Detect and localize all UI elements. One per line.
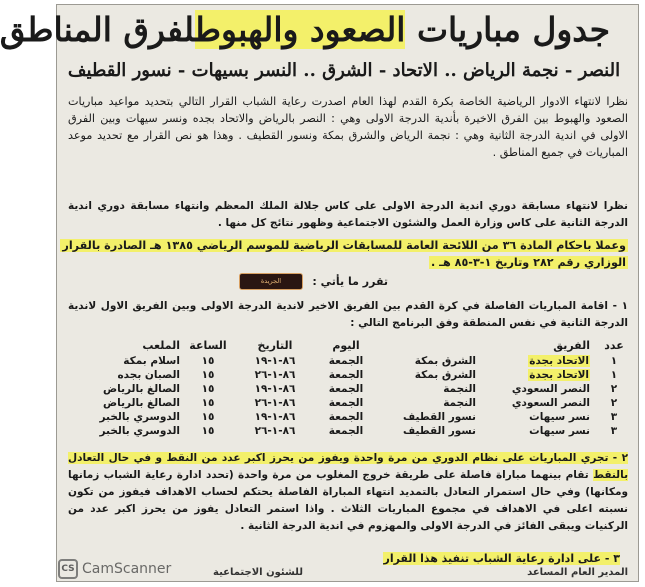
row-stadium: الصالغ بالرياض	[103, 383, 180, 395]
headline-part2: لفرق المناطق	[0, 10, 195, 49]
article-1-paragraph: ١ - اقامة المباريات الفاصلة في كرة القدم بين الفريق الاخير لاندية الدرجة الاولى وبين الفريق الاول لاندية الدرجة الثانية في نفس المنطقة وفق البرنامج التالي :	[68, 300, 628, 329]
regulation-line-1: وعملا باحكام المادة ٣٦ من اللائحة العامة للمسابقات الرياضية للموسم الرياضي ١٣٨٥ هـ الصادرة بالقرار	[62, 239, 626, 252]
row-date: ٨٦-١-١٩	[254, 355, 296, 367]
table-row	[66, 425, 626, 439]
row-number: ٢	[610, 383, 618, 395]
row-date: ٨٦-١-١٩	[254, 411, 296, 423]
camscanner-logo-icon: CS	[58, 559, 78, 579]
row-team: النصر السعودي	[511, 397, 590, 409]
signature-left: للشئون الاجتماعية	[213, 567, 303, 578]
article-3-paragraph: ٣ - على ادارة رعاية الشباب تنفيذ هذا القرار	[383, 552, 620, 565]
row-opponent: نسور القطيف	[402, 425, 476, 437]
row-day: الجمعة	[328, 397, 364, 409]
header-stadium: الملعب	[142, 339, 180, 352]
regulation-line-2: الوزاري رقم ٢٨٢ وتاريخ ١-٣-٨٥ هـ .	[430, 256, 626, 269]
row-time: ١٥	[201, 383, 215, 395]
newspaper-stamp: الجريدة	[239, 273, 303, 290]
intro-paragraph: نظرا لانتهاء الادوار الرياضية الخاصة بكرة القدم لهذا العام اصدرت رعاية الشباب القرار التالي بتحديد مواعيد مباريات الصعود والهبوط بين الفرق الاخيرة بأندية الدرجة الاولى وهي : النصر بالرياض والاتحاد بجده ونسر سيهات وبين الفرق الاولى في اندية الدرجة الثانية وهي : نجمة الرياض والشرق بمكة ونسور القطيف . وهذا هو نص القرار مع تحديد موعد المباريات في جميع المناطق .	[68, 95, 628, 159]
row-time: ١٥	[201, 397, 215, 409]
header-day: اليوم	[332, 339, 360, 352]
row-stadium: اسلام بمكة	[123, 355, 180, 367]
row-number: ١	[610, 369, 618, 381]
row-number: ١	[610, 355, 618, 367]
signature-right: المدير العام المساعد	[527, 567, 628, 578]
article-2-highlight: ٢ - تجري المباريات على نظام الدوري من مرة واحدة ويفوز من يحرز اكبر عدد من النقط و في حال التعادل بالنقط	[68, 452, 629, 481]
header-no: عدد	[604, 339, 624, 352]
row-stadium: الدوسري بالخبر	[99, 425, 180, 437]
row-day: الجمعة	[328, 355, 364, 367]
headline	[0, 9, 610, 51]
row-stadium: الصالغ بالرياض	[103, 397, 180, 409]
table-row	[66, 355, 626, 369]
row-number: ٣	[610, 425, 618, 437]
newspaper-clipping	[0, 4, 639, 582]
row-date: ٨٦-١-٢٦	[254, 425, 296, 437]
row-opponent: النجمة	[443, 383, 476, 395]
row-number: ٢	[610, 397, 618, 409]
row-opponent: الشرق بمكة	[414, 355, 476, 367]
headline-part1: جدول مباريات	[416, 10, 610, 49]
table-header-row	[66, 339, 626, 353]
row-time: ١٥	[201, 355, 215, 367]
table-row	[66, 411, 626, 425]
row-time: ١٥	[201, 369, 215, 381]
row-date: ٨٦-١-٢٦	[254, 369, 296, 381]
row-opponent: النجمة	[443, 397, 476, 409]
row-team: النصر السعودي	[511, 383, 590, 395]
regulation-paragraph	[62, 237, 628, 271]
table-row	[66, 397, 626, 411]
row-team	[486, 355, 590, 367]
row-day: الجمعة	[328, 383, 364, 395]
article-2-rest: تقام بينهما مباراة فاصلة على طريقة خروج المغلوب من مرة واحدة (تحدد ادارة رعاية الشباب زمانها ومكانها) وفي حال استمرار التعادل بالتمديد انتهاء المباراة الفاصلة يحتكم لحساب الاهداف فيفوز من تكون نسبته اعلى في الاهداف في مجموع المباريات الثلاث . واذا استمر التعادل يفوز من يحرز اكبر عدد من الركنيات ويبقى الفائز في الدرجة الاولى والمهزوم في اندية الدرجة الثانية .	[68, 469, 628, 532]
context-paragraph: نظرا لانتهاء مسابقة دوري اندية الدرجة الاولى على كاس جلالة الملك المعظم وانتهاء مسابقة دوري اندية الدرجة الثانية على كاس وزارة العمل والشئون الاجتماعية وظهور نتائج كل منها .	[68, 200, 628, 229]
row-date: ٨٦-١-١٩	[254, 383, 296, 395]
row-stadium: الصبان بجده	[117, 369, 180, 381]
row-time: ١٥	[201, 411, 215, 423]
subheadline: النصر - نجمة الرياض .. الاتحاد - الشرق .. النسر بسيهات - نسور القطيف	[67, 60, 621, 81]
camscanner-watermark	[58, 558, 171, 580]
row-time: ١٥	[201, 425, 215, 437]
header-team: الفريق	[553, 339, 590, 352]
row-number: ٣	[610, 411, 618, 423]
row-opponent: نسور القطيف	[402, 411, 476, 423]
row-team-highlight: الاتحاد بجدة	[529, 369, 589, 381]
row-team-highlight: الاتحاد بجدة	[529, 355, 589, 367]
headline-highlight: الصعود والهبوط	[194, 10, 406, 49]
row-stadium: الدوسري بالخبر	[99, 411, 180, 423]
camscanner-text: CamScanner	[82, 561, 172, 577]
article-2-paragraph	[68, 450, 628, 552]
decision-heading: تقرر ما يأتي :	[312, 275, 388, 288]
row-team	[486, 369, 590, 381]
row-date: ٨٦-١-٢٦	[254, 397, 296, 409]
row-day: الجمعة	[328, 425, 364, 437]
row-opponent: الشرق بمكة	[414, 369, 476, 381]
header-time: الساعة	[189, 339, 227, 352]
table-row	[66, 369, 626, 383]
table-row	[66, 383, 626, 397]
row-day: الجمعة	[328, 369, 364, 381]
row-day: الجمعة	[328, 411, 364, 423]
row-team: نسر سيهات	[529, 411, 590, 423]
row-team: نسر سيهات	[529, 425, 590, 437]
header-date: التاريخ	[257, 339, 293, 352]
